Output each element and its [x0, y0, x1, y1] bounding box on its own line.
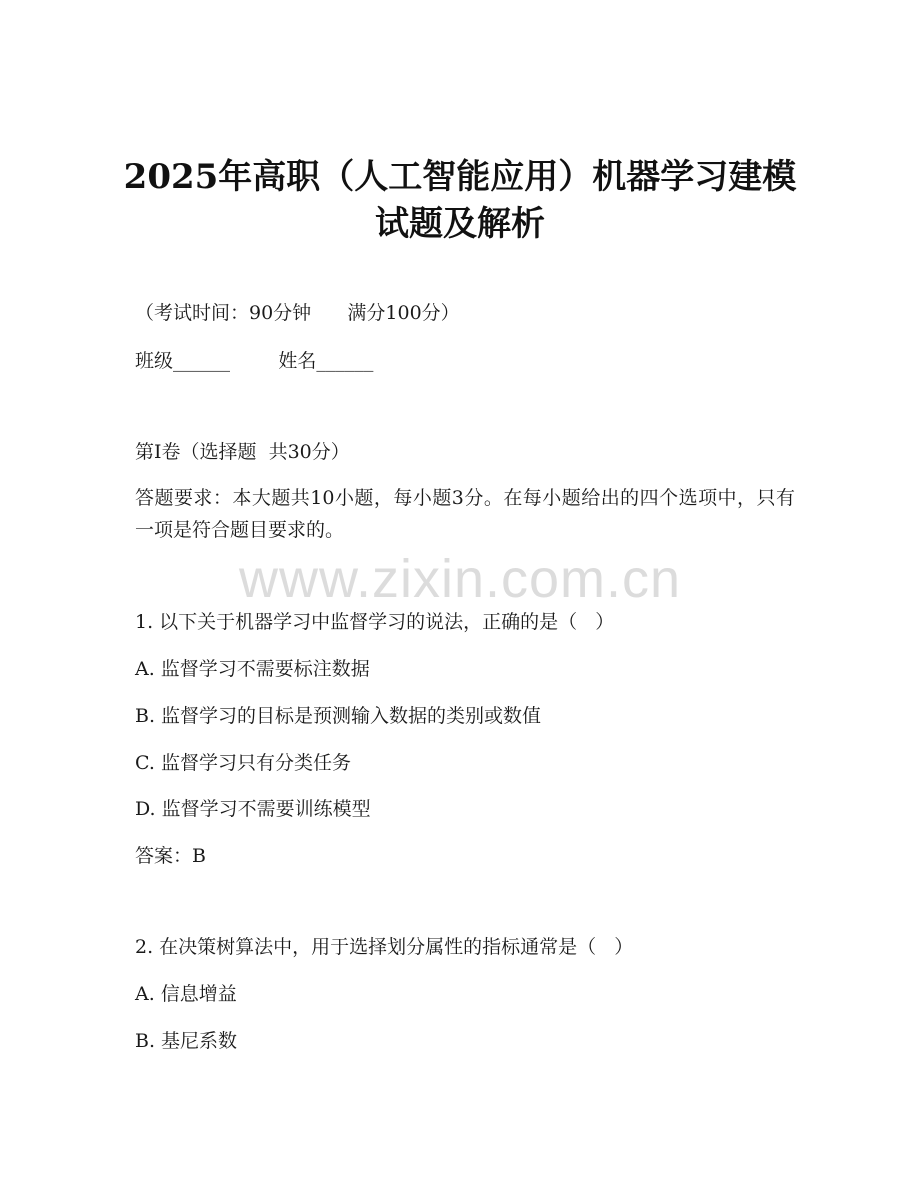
- question-1-option-a: A. 监督学习不需要标注数据: [135, 658, 370, 680]
- question-2-stem: 2. 在决策树算法中，用于选择划分属性的指标通常是（ ）: [135, 936, 634, 958]
- instructions: 答题要求：本大题共10小题，每小题3分。在每小题给出的四个选项中，只有一项是符合题目要求的。: [135, 487, 795, 541]
- document-title-line2: 试题及解析: [375, 204, 545, 244]
- question-1-option-b: B. 监督学习的目标是预测输入数据的类别或数值: [135, 705, 542, 727]
- watermark-text: www.zixin.com.cn: [238, 549, 682, 609]
- question-2-option-a: A. 信息增益: [135, 983, 237, 1005]
- question-1-answer: 答案：B: [135, 845, 206, 867]
- document-title-line1: 2025年高职（人工智能应用）机器学习建模: [123, 157, 797, 197]
- section-header: 第I卷（选择题 共30分）: [135, 441, 350, 463]
- question-1-option-d: D. 监督学习不需要训练模型: [135, 798, 371, 820]
- class-name-fields: 班级______ 姓名______: [135, 350, 374, 372]
- question-2-option-b: B. 基尼系数: [135, 1030, 238, 1052]
- question-1-stem: 1. 以下关于机器学习中监督学习的说法，正确的是（ ）: [135, 611, 615, 633]
- question-1-option-c: C. 监督学习只有分类任务: [135, 752, 351, 774]
- exam-info: （考试时间：90分钟 满分100分）: [135, 302, 460, 324]
